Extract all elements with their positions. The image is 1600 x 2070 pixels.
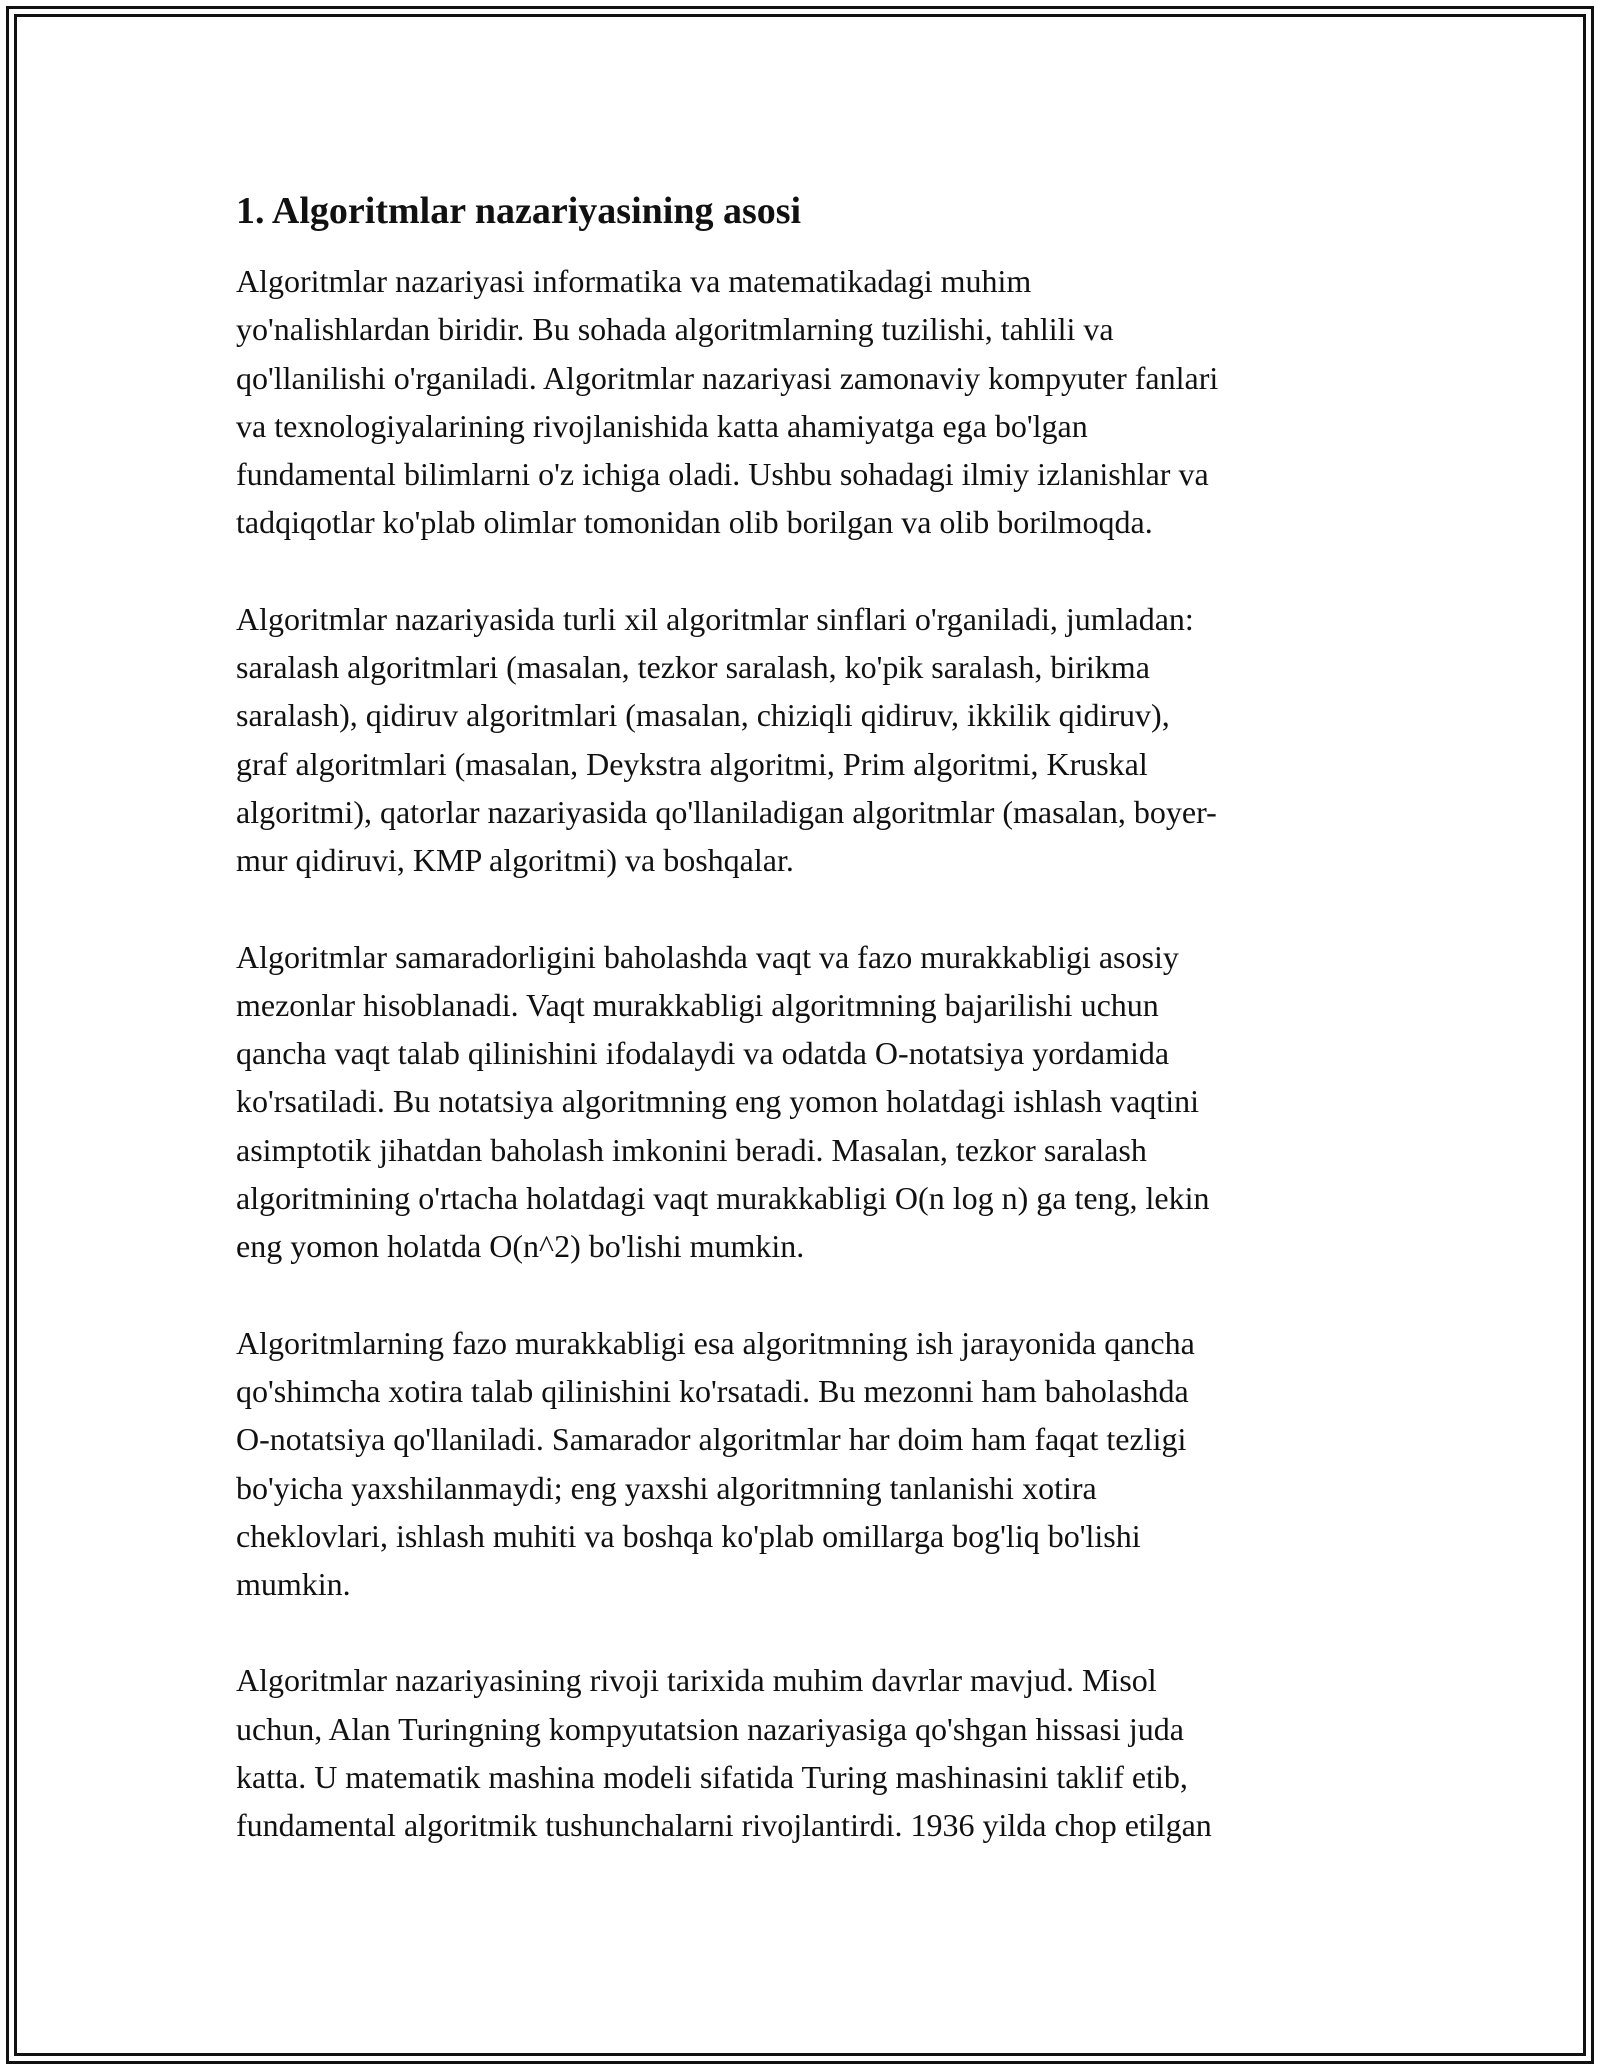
section-heading: 1. Algoritmlar nazariyasining asosi <box>236 190 802 232</box>
paragraph-line: eng yomon holatda O(n^2) bo'lishi mumkin. <box>236 1228 805 1265</box>
document-body <box>236 188 1376 1898</box>
paragraph-line: mumkin. <box>236 1566 351 1603</box>
paragraph-line: bo'yicha yaxshilanmaydi; eng yaxshi algoritmning tanlanishi xotira <box>236 1469 1097 1506</box>
paragraph-line: saralash algoritmlari (masalan, tezkor saralash, ko'pik saralash, birikma <box>236 649 1150 686</box>
paragraph-line: Algoritmlarning fazo murakkabligi esa algoritmning ish jarayonida qancha <box>236 1324 1195 1361</box>
body-paragraph <box>236 933 1376 1271</box>
paragraph-line: graf algoritmlari (masalan, Deykstra algoritmi, Prim algoritmi, Kruskal <box>236 745 1148 782</box>
paragraph-line: mezonlar hisoblanadi. Vaqt murakkabligi algoritmning bajarilishi uchun <box>236 986 1159 1023</box>
body-paragraph <box>236 257 1376 547</box>
paragraph-line: Algoritmlar nazariyasi informatika va matematikadagi muhim <box>236 263 1032 299</box>
paragraph-list <box>236 257 1376 1850</box>
paragraph-line: Algoritmlar nazariyasining rivoji tarixida muhim davrlar mavjud. Misol <box>236 1662 1157 1699</box>
paragraph-line: tadqiqotlar ko'plab olimlar tomonidan olib borilgan va olib borilmoqda. <box>236 504 1153 541</box>
paragraph-line: fundamental bilimlarni o'z ichiga oladi. Ushbu sohadagi ilmiy izlanishlar va <box>236 456 1209 493</box>
paragraph-line: Algoritmlar nazariyasida turli xil algoritmlar sinflari o'rganiladi, jumladan: <box>236 600 1194 637</box>
paragraph-line: yo'nalishlardan biridir. Bu sohada algoritmlarning tuzilishi, tahlili va <box>236 311 1114 348</box>
paragraph-line: fundamental algoritmik tushunchalarni rivojlantirdi. 1936 yilda chop etilgan <box>236 1807 1212 1844</box>
paragraph-line: katta. U matematik mashina modeli sifatida Turing mashinasini taklif etib, <box>236 1759 1188 1796</box>
body-paragraph <box>236 595 1376 885</box>
body-paragraph <box>236 1319 1376 1609</box>
paragraph-line: algoritmi), qatorlar nazariyasida qo'llaniladigan algoritmlar (masalan, boyer- <box>236 793 1217 830</box>
paragraph-line: qo'llanilishi o'rganiladi. Algoritmlar nazariyasi zamonaviy kompyuter fanlari <box>236 359 1219 396</box>
paragraph-line: saralash), qidiruv algoritmlari (masalan, chiziqli qidiruv, ikkilik qidiruv), <box>236 697 1170 734</box>
paragraph-line: va texnologiyalarining rivojlanishida katta ahamiyatga ega bo'lgan <box>236 407 1088 444</box>
paragraph-line: uchun, Alan Turingning kompyutatsion nazariyasiga qo'shgan hissasi juda <box>236 1710 1184 1747</box>
body-paragraph <box>236 1656 1376 1849</box>
paragraph-line: O-notatsiya qo'llaniladi. Samarador algoritmlar har doim ham faqat tezligi <box>236 1421 1187 1458</box>
paragraph-line: algoritmining o'rtacha holatdagi vaqt murakkabligi O(n log n) ga teng, lekin <box>236 1180 1210 1217</box>
paragraph-line: mur qidiruvi, KMP algoritmi) va boshqalar. <box>236 842 794 879</box>
paragraph-line: qo'shimcha xotira talab qilinishini ko'rsatadi. Bu mezonni ham baholashda <box>236 1372 1189 1409</box>
paragraph-line: cheklovlari, ishlash muhiti va boshqa ko'plab omillarga bog'liq bo'lishi <box>236 1517 1141 1554</box>
paragraph-line: Algoritmlar samaradorligini baholashda vaqt va fazo murakkabligi asosiy <box>236 938 1179 975</box>
paragraph-line: qancha vaqt talab qilinishini ifodalaydi va odatda O-notatsiya yordamida <box>236 1035 1170 1072</box>
paragraph-line: ko'rsatiladi. Bu notatsiya algoritmning eng yomon holatdagi ishlash vaqtini <box>236 1083 1199 1120</box>
paragraph-line: asimptotik jihatdan baholash imkonini beradi. Masalan, tezkor saralash <box>236 1131 1147 1168</box>
